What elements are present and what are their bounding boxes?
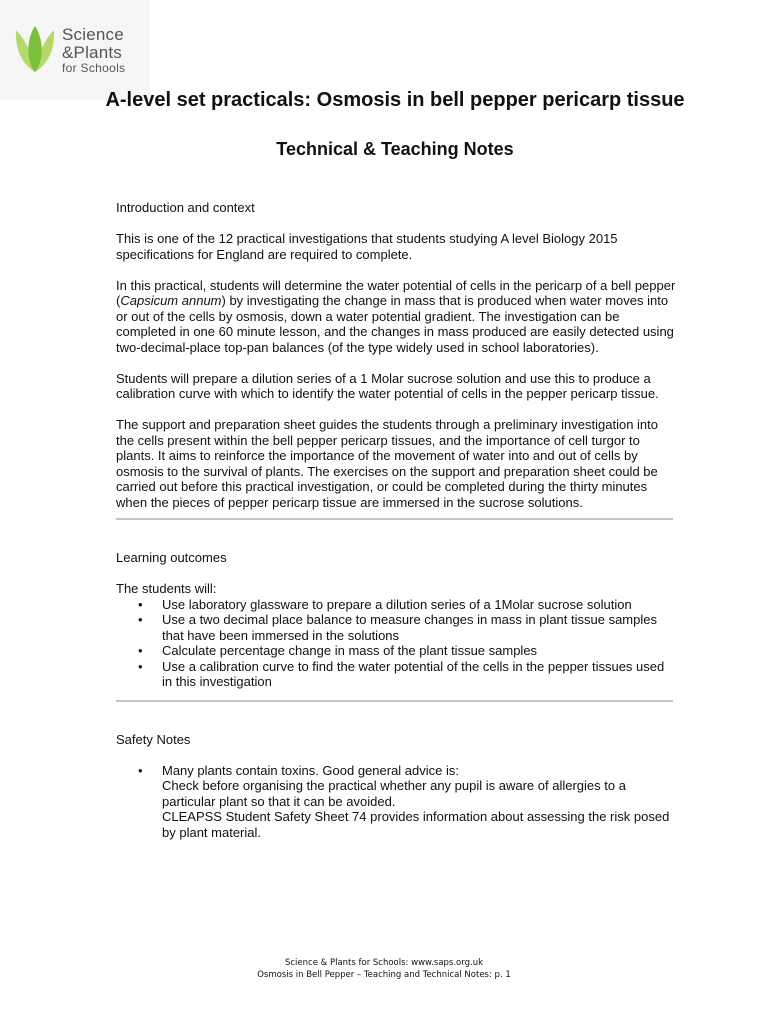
intro-paragraph-2-end: ) by investigating the change in mass that is produced when water moves into or out of the cells by osmosis, down a water potential gradient. The investigation can be completed in one 60 minute lesson, and the changes in mass produced are easily detected using two-decimal-place top-pan balances (of the type widely used in school laboratories). bbox=[116, 293, 674, 355]
page-footer bbox=[0, 957, 768, 981]
list-item bbox=[116, 612, 676, 643]
list-item-text: Calculate percentage change in mass of the plant tissue samples bbox=[162, 643, 538, 658]
safety-line-2: Check before organising the practical whether any pupil is aware of allergies to a particular plant so that it can be avoided. bbox=[162, 778, 626, 809]
bullet-icon: • bbox=[138, 612, 143, 627]
intro-paragraph-4: The support and preparation sheet guides the students through a preliminary investigation into the cells present within the bell pepper pericarp tissues, and the importance of cell turgor to plants. It aims to reinforce the importance of the movement of water into and out of cells by osmosis to the survival of plants. The exercises on the support and preparation sheet could be carried out before this practical investigation, or could be completed during the thirty minutes when the pieces of pepper pericarp tissue are immersed in the sucrose solutions. bbox=[116, 417, 659, 510]
bullet-icon: • bbox=[138, 643, 143, 658]
bullet-icon: • bbox=[138, 596, 143, 612]
outcomes-lead: The students will: bbox=[116, 581, 217, 596]
list-item bbox=[116, 659, 676, 690]
logo-line-schools: for Schools bbox=[62, 61, 126, 75]
intro-paragraph-2 bbox=[116, 278, 676, 356]
footer-page-info: Osmosis in Bell Pepper – Teaching and Technical Notes: p. 1 bbox=[257, 970, 511, 980]
safety-line-1: Many plants contain toxins. Good general advice is: bbox=[162, 762, 460, 778]
logo-line-science: Science bbox=[62, 25, 124, 44]
outcomes-list bbox=[116, 597, 676, 690]
safety-heading: Safety Notes bbox=[116, 731, 191, 747]
logo-wordmark bbox=[62, 26, 125, 74]
list-item-text: Use a two decimal place balance to measure changes in mass in plant tissue samples that have been immersed in the solutions bbox=[162, 612, 657, 643]
bullet-icon: • bbox=[138, 762, 143, 778]
list-item bbox=[116, 597, 676, 613]
bullet-icon: • bbox=[138, 658, 143, 674]
intro-paragraph-2-start: In this practical, students will determine the water potential of cells in the pericarp of a bell pepper ( bbox=[116, 277, 676, 308]
safety-list bbox=[116, 763, 676, 841]
document-title: A-level set practicals: Osmosis in bell pepper pericarp tissue bbox=[105, 89, 685, 111]
species-name: Capsicum annum bbox=[120, 293, 222, 308]
list-item-text: Use a calibration curve to find the water potential of the cells in the pepper tissues used in this investigation bbox=[162, 658, 665, 689]
document-body bbox=[116, 200, 676, 840]
leaf-logo-icon bbox=[14, 24, 56, 74]
outcomes-heading: Learning outcomes bbox=[116, 550, 227, 565]
list-item bbox=[116, 643, 676, 659]
list-item-text: Use laboratory glassware to prepare a dilution series of a 1Molar sucrose solution bbox=[162, 596, 632, 612]
intro-paragraph-1: This is one of the 12 practical investigations that students studying A level Biology 2015 specifications for England are required to complete. bbox=[116, 231, 618, 262]
logo bbox=[0, 0, 150, 100]
footer-website: Science & Plants for Schools: www.saps.org.uk bbox=[284, 958, 484, 968]
safety-line-3: CLEAPSS Student Safety Sheet 74 provides information about assessing the risk posed by plant material. bbox=[162, 809, 670, 840]
document-subtitle: Technical & Teaching Notes bbox=[276, 139, 514, 159]
logo-line-plants: &Plants bbox=[62, 43, 122, 62]
intro-heading: Introduction and context bbox=[116, 200, 255, 215]
list-item bbox=[116, 763, 676, 841]
intro-paragraph-3: Students will prepare a dilution series of a 1 Molar sucrose solution and use this to produce a calibration curve with which to identify the water potential of cells in the pepper pericarp tissue. bbox=[116, 370, 659, 401]
